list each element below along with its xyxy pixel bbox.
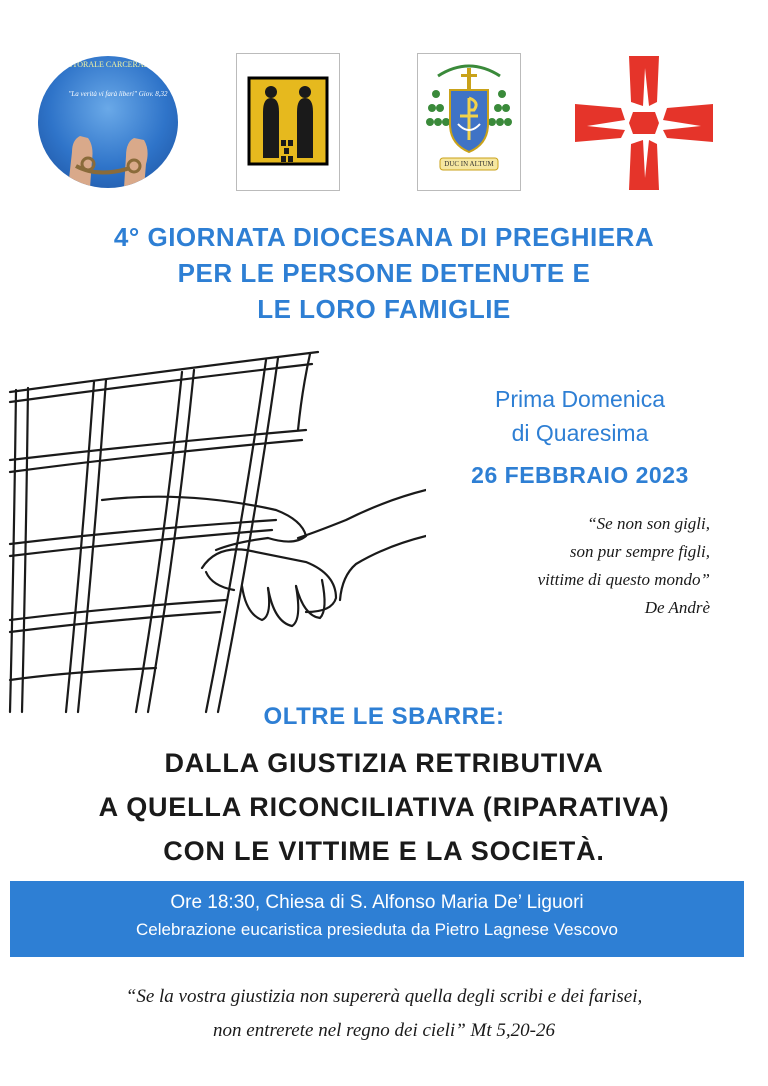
- saints-icon: [237, 54, 339, 190]
- coat-of-arms-logo: [417, 53, 521, 191]
- banner-time-place: Ore 18:30, Chiesa di S. Alfonso Maria De’ Liguori: [170, 892, 584, 913]
- title-line-3: LE LORO FAMIGLIE: [257, 294, 511, 324]
- headline: [0, 741, 768, 873]
- occasion-line-2: di Quaresima: [511, 420, 649, 446]
- bars-handshake-illustration: [6, 350, 426, 720]
- event-details-banner: [10, 881, 744, 957]
- gospel-quote: [0, 980, 768, 1048]
- occasion-line-1: Prima Domenica: [495, 386, 665, 412]
- de-andre-quote: [380, 510, 710, 622]
- headline-line-2: A QUELLA RICONCILIATIVA (RIPARATIVA): [98, 792, 670, 822]
- logo-ring-text: PASTORALE CARCERARIA: [58, 60, 158, 69]
- event-occasion: [410, 382, 750, 450]
- headline-subtitle: OLTRE LE SBARRE:: [263, 703, 505, 730]
- caritas-cross-icon: [575, 56, 713, 190]
- event-title: [0, 219, 768, 327]
- quote-line-2: son pur sempre figli,: [569, 542, 710, 561]
- logo-motto: "La verità vi farà liberi" Giov. 8,32: [68, 90, 168, 98]
- headline-line-1: DALLA GIUSTIZIA RETRIBUTIVA: [164, 748, 604, 778]
- quote-line-1: “Se non son gigli,: [587, 514, 710, 533]
- title-line-2: PER LE PERSONE DETENUTE E: [177, 258, 591, 288]
- gospel-line-1: “Se la vostra giustizia non supererà quella degli scribi e dei farisei,: [125, 986, 643, 1007]
- gospel-line-2: non entrerete nel regno dei cieli” Mt 5,20-26: [213, 1020, 555, 1041]
- banner-celebration: Celebrazione eucaristica presieduta da Pietro Lagnese Vescovo: [136, 920, 618, 939]
- title-line-1: 4° GIORNATA DIOCESANA DI PREGHIERA: [113, 222, 655, 252]
- quote-line-3: vittime di questo mondo”: [537, 570, 710, 589]
- pastorale-logo: [38, 56, 178, 188]
- headline-line-3: CON LE VITTIME E LA SOCIETÀ.: [163, 836, 605, 866]
- coat-motto: DUC IN ALTUM: [444, 160, 494, 168]
- chained-hands-icon: [38, 56, 178, 188]
- saints-logo: [236, 53, 340, 191]
- event-date: 26 FEBBRAIO 2023: [471, 462, 689, 488]
- quote-author: De Andrè: [644, 598, 710, 617]
